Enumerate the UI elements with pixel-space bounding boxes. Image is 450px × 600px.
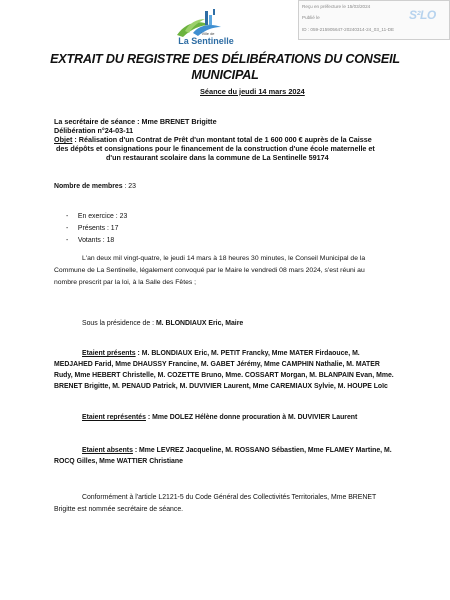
stamp-id: ID : 059-215905647-20240314-24_03_11-DE bbox=[302, 27, 395, 32]
prefecture-stamp bbox=[298, 0, 450, 40]
objet-text-1: : Réalisation d'un Contrat de Prêt d'un montant total de 1 600 000 € auprès de la Caisse bbox=[72, 135, 372, 144]
stat-exercice: - En exercice : 23 bbox=[66, 213, 128, 220]
presidence-name: M. BLONDIAUX Eric, Maire bbox=[155, 320, 244, 327]
absents-line-1: Etaient absents : Mme LEVREZ Jacqueline, M. ROSSANO Sébastien, Mme FLAMEY Martine, M. bbox=[82, 447, 392, 454]
representes-line: Etaient représentés : Mme DOLEZ Hélène donne procuration à M. DUVIVIER Laurent bbox=[82, 414, 358, 421]
objet-label: Objet bbox=[54, 135, 73, 144]
stat-presents: - Présents : 17 bbox=[66, 225, 119, 232]
presidence-prefix: Sous la présidence de : bbox=[82, 320, 156, 327]
stamp-received: Reçu en préfecture le 15/03/2024 bbox=[302, 4, 371, 9]
presidence-line bbox=[82, 319, 243, 328]
presents-line-3: Rudy, Mme HEBERT Christelle, M. COZETTE Bruno, Mme. COSSART Morgan, M. BLANPAIN Evan, Mme. bbox=[54, 372, 394, 379]
intro-line-1: L'an deux mil vingt-quatre, le jeudi 14 mars à 18 heures 30 minutes, le Conseil Municipal de la bbox=[82, 255, 366, 262]
absents-label: Etaient absents bbox=[82, 447, 133, 454]
absents-line-2: ROCQ Gilles, Mme WATTIER Christiane bbox=[54, 458, 183, 465]
membres-line bbox=[54, 182, 136, 191]
document-title-line1: EXTRAIT DU REGISTRE DES DÉLIBÉRATIONS DU CONSEIL bbox=[50, 52, 400, 66]
membres-label: Nombre de membres bbox=[54, 183, 123, 190]
objet-line1 bbox=[54, 135, 372, 144]
presents-line-2: MEDJAHED Farid, Mme DHAUSSY Francine, M. GABET Jérémy, Mme CAMPHIN Nathalie, M. MATER bbox=[54, 361, 380, 368]
conformement-line-1: Conformément à l'article L2121-5 du Code Général des Collectivités Territoriales, Mme BRENET bbox=[82, 494, 377, 501]
presents-line-1: Etaient présents : M. BLONDIAUX Eric, M. PETIT Francky, Mme MATER Firdaouce, M. bbox=[82, 350, 360, 357]
stamp-brand-logo: S²LO bbox=[409, 8, 436, 22]
document-title-line2: MUNICIPAL bbox=[191, 68, 259, 82]
stat-votants: - Votants : 18 bbox=[66, 237, 115, 244]
conformement-line-2: Brigitte est nommée secrétaire de séance. bbox=[54, 506, 184, 513]
intro-line-2: Commune de La Sentinelle, légalement convoqué par le Maire le vendredi 08 mars 2024, s'est réuni au bbox=[54, 267, 365, 274]
logo-caption: Ville de bbox=[201, 31, 215, 36]
representes-label: Etaient représentés bbox=[82, 414, 146, 421]
stamp-published: Publié le bbox=[302, 15, 320, 20]
objet-line3: d'un restaurant scolaire dans la commune de La Sentinelle 59174 bbox=[106, 153, 329, 162]
membres-value: : 23 bbox=[122, 183, 136, 190]
secretaire-line: La secrétaire de séance : Mme BRENET Brigitte bbox=[54, 117, 217, 126]
seance-date: Séance du jeudi 14 mars 2024 bbox=[200, 87, 305, 96]
presents-label: Etaient présents bbox=[82, 350, 136, 357]
objet-line2: des dépôts et consignations pour le financement de la construction d'une école maternelle et bbox=[56, 144, 375, 153]
deliberation-number: Délibération n°24-03-11 bbox=[54, 126, 134, 135]
presents-line-4: BRENET Brigitte, M. PENAUD Patrick, M. DUVIVIER Laurent, Mme CAREMIAUX Sylvie, M. HOUPE Loïc bbox=[54, 383, 388, 390]
logo-town-name: La Sentinelle bbox=[178, 36, 234, 46]
intro-line-3: nombre prescrit par la loi, à la Salle des Fêtes ; bbox=[54, 279, 197, 286]
